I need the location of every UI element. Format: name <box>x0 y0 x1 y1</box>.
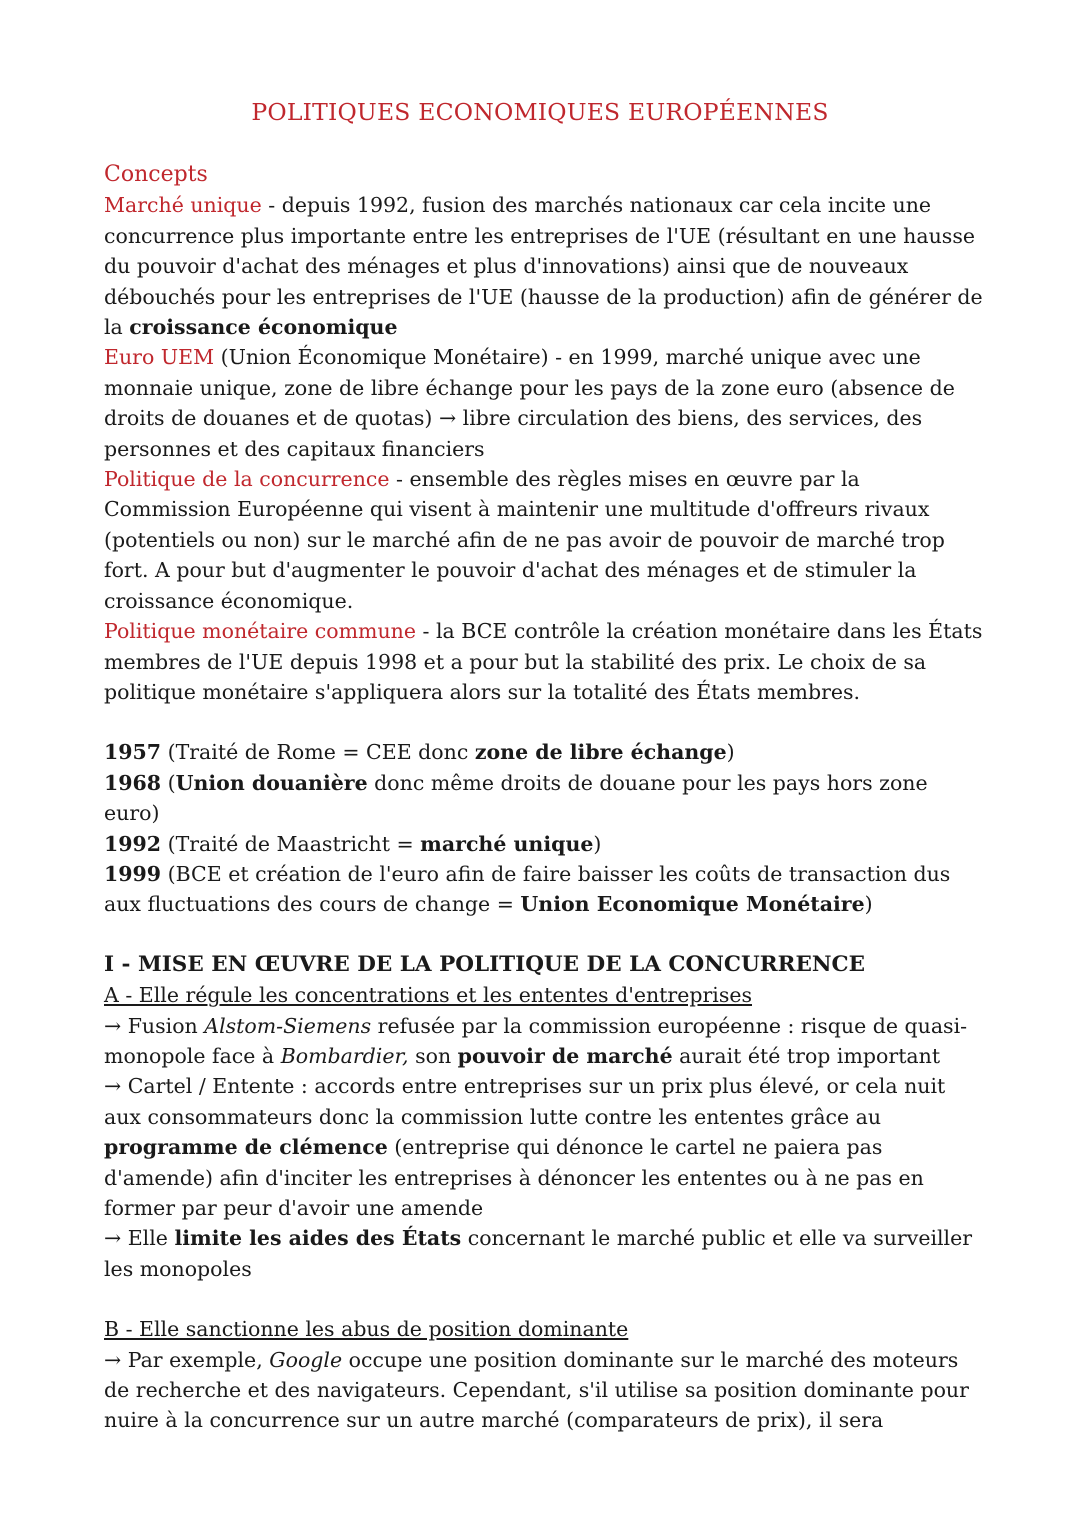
timeline-1968-post: donc même droits de douane pour les pays hors zone euro) <box>104 770 928 826</box>
timeline-1999 <box>104 859 984 920</box>
s1a-p1-bold: pouvoir de marché <box>457 1043 673 1068</box>
section-1a-p2 <box>104 1071 984 1223</box>
spacer <box>104 920 984 950</box>
s1a-p1-pre: Fusion <box>121 1013 205 1038</box>
section-1b-heading-text: B - Elle sanctionne les abus de position dominante <box>104 1317 629 1342</box>
year-1957: 1957 <box>104 740 162 765</box>
s1b-p1-pre: Par exemple, <box>121 1347 270 1372</box>
document-body <box>104 160 984 1436</box>
timeline-1957-pre: (Traité de Rome = CEE donc <box>161 740 475 765</box>
text-monetaire: - la BCE contrôle la création monétaire dans les États membres de l'UE depuis 1998 et a pour but la stabilité des prix. Le choix de sa politique monétaire s'appliquera alors sur la totalité des États membres. <box>104 619 983 704</box>
timeline-1992-pre: (Traité de Maastricht = <box>161 831 421 856</box>
section-1a-p1 <box>104 1011 984 1072</box>
term-euro-uem: Euro UEM <box>104 345 215 370</box>
s1a-p1-mid2: son <box>408 1043 458 1068</box>
spacer <box>104 707 984 737</box>
s1b-p1-post: occupe une position dominante sur le marché des moteurs de recherche et des navigateurs. Cependant, s'il utilise sa position dominante pour nuire à la concurrence sur un autre marché (comparateurs de prix), il sera <box>104 1347 969 1433</box>
spacer <box>104 1284 984 1314</box>
s1a-p2-bold: programme de clémence <box>104 1135 388 1160</box>
section-1a-heading <box>104 980 984 1010</box>
text-concurrence: - ensemble des règles mises en œuvre par la Commission Européenne qui visent à maintenir une multitude d'offreurs rivaux (potentiels ou non) sur le marché afin de ne pas avoir de pouvoir de marché trop fort. A pour but d'augmenter le pouvoir d'achat des ménages et de stimuler la croissance économique. <box>104 467 945 613</box>
year-1968: 1968 <box>104 770 162 795</box>
s1a-p3-pre: Elle <box>121 1226 175 1251</box>
s1a-p2-post: (entreprise qui dénonce le cartel ne paiera pas d'amende) afin d'inciter les entreprises à dénoncer les ententes ou à ne pas en former par peur d'avoir une amende <box>104 1135 924 1220</box>
timeline-1968 <box>104 768 984 829</box>
s1b-p1-italic: Google <box>269 1347 343 1372</box>
term-marche-unique: Marché unique <box>104 193 262 218</box>
concept-concurrence <box>104 464 984 616</box>
concepts-heading: Concepts <box>104 162 208 187</box>
section-1b-p1 <box>104 1345 984 1436</box>
timeline-1957-bold: zone de libre échange <box>474 740 727 765</box>
section-1a-p3 <box>104 1223 984 1284</box>
s1a-p1-mid: refusée par la commission européenne : risque de quasi-monopole face à <box>104 1013 968 1068</box>
timeline-1968-bold: Union douanière <box>175 770 368 795</box>
timeline-1968-pre: ( <box>161 770 176 795</box>
timeline-1992-bold: marché unique <box>420 831 594 856</box>
section-1-heading: I - MISE EN ŒUVRE DE LA POLITIQUE DE LA CONCURRENCE <box>104 951 865 977</box>
year-1999: 1999 <box>104 861 162 886</box>
concept-marche-unique <box>104 190 984 342</box>
s1a-p1-italic2: Bombardier, <box>280 1043 409 1068</box>
s1a-p1-post: aurait été trop important <box>672 1043 941 1068</box>
year-1992: 1992 <box>104 831 162 856</box>
concept-monetaire <box>104 616 984 707</box>
timeline-1999-bold: Union Economique Monétaire <box>520 892 865 917</box>
text-marche-unique: - depuis 1992, fusion des marchés nationaux car cela incite une concurrence plus importante entre les entreprises de l'UE (résultant en une hausse du pouvoir d'achat des ménages et plus d'innovations) ainsi que de nouveaux débouchés pour les entreprises de l'UE (hausse de la production) afin de générer de la <box>104 193 983 340</box>
timeline-1992 <box>104 829 984 859</box>
s1a-p3-post: concernant le marché public et elle va surveiller les monopoles <box>104 1226 973 1281</box>
section-1a-heading-text: A - Elle régule les concentrations et les ententes d'entreprises <box>104 983 752 1008</box>
term-concurrence: Politique de la concurrence <box>104 467 390 492</box>
timeline-1957 <box>104 737 984 767</box>
timeline-1992-post: ) <box>593 831 602 856</box>
document-title: POLITIQUES ECONOMIQUES EUROPÉENNES <box>251 98 829 126</box>
timeline-1999-post: ) <box>864 892 873 917</box>
section-1b-heading <box>104 1314 984 1344</box>
s1a-p3-bold: limite les aides des États <box>174 1226 462 1251</box>
s1a-p2-pre: Cartel / Entente : accords entre entreprises sur un prix plus élevé, or cela nuit aux consommateurs donc la commission lutte contre les ententes grâce au <box>104 1074 946 1129</box>
arrow-icon: → <box>104 1074 122 1099</box>
arrow-icon: → <box>104 1013 122 1038</box>
s1a-p1-italic1: Alstom-Siemens <box>204 1013 372 1038</box>
concept-euro-uem <box>104 342 984 464</box>
timeline-1957-post: ) <box>726 740 735 765</box>
arrow-icon: → <box>104 1347 122 1372</box>
bold-croissance: croissance économique <box>129 315 398 340</box>
term-monetaire: Politique monétaire commune <box>104 619 417 644</box>
timeline-1999-pre: (BCE et création de l'euro afin de faire baisser les coûts de transaction dus aux fluctuations des cours de change = <box>104 861 951 917</box>
text-euro-uem: (Union Économique Monétaire) - en 1999, marché unique avec une monnaie unique, zone de libre échange pour les pays de la zone euro (absence de droits de douanes et de quotas) → libre circulation des biens, des services, des personnes et des capitaux financiers <box>104 345 955 461</box>
arrow-icon: → <box>104 1226 122 1251</box>
